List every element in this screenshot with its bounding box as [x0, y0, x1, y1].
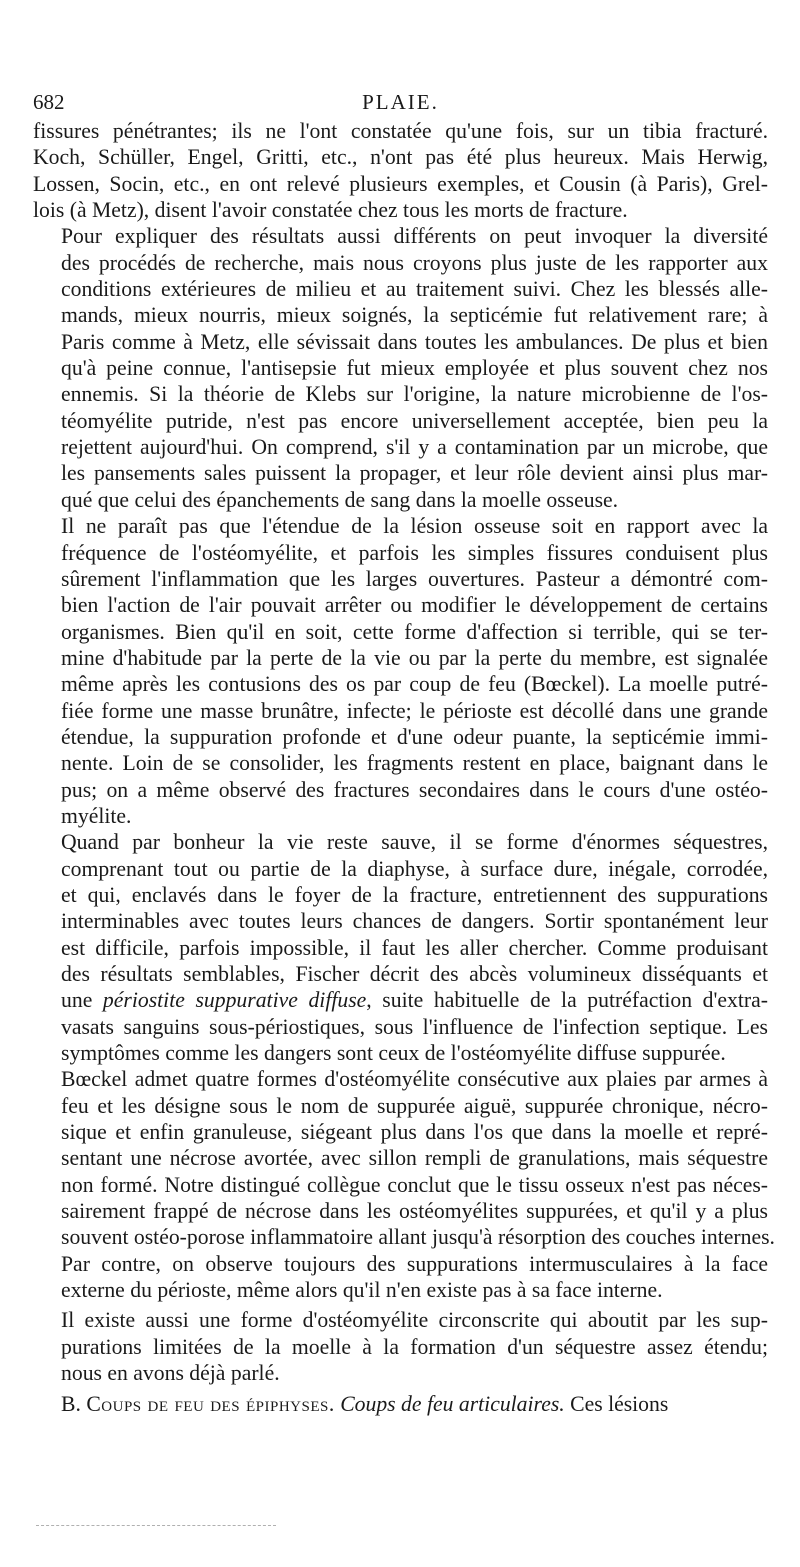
section-b-rest: Ces lésions: [570, 1391, 669, 1416]
text-line: Paris comme à Metz, elle sévissait dans toutes les ambulances. De plus et bien: [61, 329, 768, 354]
text-line: Il ne paraît pas que l'étendue de la lésion osseuse soit en rapport avec la: [61, 514, 768, 539]
text-line: même après les contusions des os par coup de feu (Bœckel). La moelle putré-: [61, 672, 768, 697]
text-line: Quand par bonheur la vie reste sauve, il se forme d'énormes séquestres,: [61, 830, 768, 855]
text-line: Koch, Schüller, Engel, Gritti, etc., n'ont pas été plus heureux. Mais Herwig,: [33, 145, 768, 170]
paragraph-6: [33, 1307, 768, 1386]
text-line: et qui, enclavés dans le foyer de la fracture, entretiennent des suppurations: [61, 882, 768, 907]
text-line: interminables avec toutes leurs chances de dangers. Sortir spontanément leur: [61, 909, 768, 934]
paragraph-5: [33, 1066, 775, 1303]
text-line: sairement frappé de nécrose dans les ostéomyélites suppurées, et qu'il y a plus: [61, 1199, 768, 1224]
text-line: sique et enfin granuleuse, siégeant plus dans l'os que dans la moelle et repré-: [61, 1120, 768, 1145]
paragraph-3: [33, 513, 768, 829]
section-b-line: [33, 1391, 768, 1417]
section-b-letter: B.: [61, 1391, 81, 1416]
text-line: une périostite suppurative diffuse, suite habituelle de la putréfaction d'extra-: [61, 988, 768, 1013]
text-line: non formé. Notre distingué collègue conclut que le tissu osseux n'est pas néces-: [61, 1172, 768, 1197]
section-b-heading: [33, 1391, 768, 1417]
text-line: souvent ostéo-porose inflammatoire allant jusqu'à résorption des couches internes.: [61, 1225, 775, 1250]
text-line: Il existe aussi une forme d'ostéomyélite circonscrite qui aboutit par les sup-: [61, 1308, 768, 1333]
text-line: organismes. Bien qu'il en soit, cette forme d'affection si terrible, qui se ter-: [61, 619, 768, 644]
section-b-italic: Coups de feu articulaires.: [340, 1391, 565, 1416]
text-line: symptômes comme les dangers sont ceux de l'ostéomyélite diffuse suppurée.: [61, 1041, 726, 1066]
text-line: des procédés de recherche, mais nous croyons plus juste de les rapporter aux: [61, 250, 768, 275]
text-line: bien l'action de l'air pouvait arrêter ou modifier le développement de certains: [61, 593, 768, 618]
text-line: rejettent aujourd'hui. On comprend, s'il y a contamination par un microbe, que: [61, 435, 768, 460]
text-line: nente. Loin de se consolider, les fragments restent en place, baignant dans le: [61, 751, 768, 776]
text-line: conditions extérieures de milieu et au traitement suivi. Chez les blessés alle-: [61, 277, 768, 302]
text-line: les pansements sales puissent la propager, et leur rôle devient ainsi plus mar-: [61, 461, 768, 486]
text-line: qu'à peine connue, l'antisepsie fut mieux employée et plus souvent chez nos: [61, 356, 768, 381]
body-text: [33, 118, 775, 1417]
paragraph-2: [33, 223, 768, 513]
text-line: externe du périoste, même alors qu'il n'en existe pas à sa face interne.: [61, 1278, 663, 1303]
text-line: fréquence de l'ostéomyélite, et parfois les simples fissures conduisent plus: [61, 540, 768, 565]
text-line: comprenant tout ou partie de la diaphyse, à surface dure, inégale, corrodée,: [61, 856, 768, 881]
text-line: qué que celui des épanchements de sang dans la moelle osseuse.: [61, 487, 619, 512]
section-b-smallcaps: Coups de feu des épiphyses.: [86, 1391, 335, 1416]
page-number: 682: [33, 90, 65, 114]
text-line: Par contre, on observe toujours des suppurations intermusculaires à la face: [61, 1251, 768, 1276]
paragraph-1: [33, 118, 768, 223]
paragraph-4: [33, 829, 768, 1066]
document-page: [33, 82, 775, 1417]
text-line: purations limitées de la moelle à la formation d'un séquestre assez étendu;: [61, 1334, 768, 1359]
text-line: lois (à Metz), disent l'avoir constatée chez tous les morts de fracture.: [33, 198, 628, 223]
text-line: étendue, la suppuration profonde et d'une odeur puante, la septicémie immi-: [61, 724, 768, 749]
text-line: vasats sanguins sous-périostiques, sous l'influence de l'infection septique. Les: [61, 1014, 768, 1039]
text-line: est difficile, parfois impossible, il faut les aller chercher. Comme produisant: [61, 935, 768, 960]
text-line: fiée forme une masse brunâtre, infecte; le périoste est décollé dans une grande: [61, 698, 768, 723]
footer-rule: [36, 1525, 276, 1528]
text-line: Pour expliquer des résultats aussi différents on peut invoquer la diversité: [61, 224, 768, 249]
text-line: feu et les désigne sous le nom de suppurée aiguë, suppurée chronique, nécro-: [61, 1093, 768, 1118]
text-line: sentant une nécrose avortée, avec sillon rempli de granulations, mais séquestre: [61, 1146, 768, 1171]
text-line: Bœckel admet quatre formes d'ostéomyélite consécutive aux plaies par armes à: [61, 1067, 768, 1092]
text-line: ennemis. Si la théorie de Klebs sur l'origine, la nature microbienne de l'os-: [61, 382, 768, 407]
page-header: [33, 82, 768, 118]
text-line: Lossen, Socin, etc., en ont relevé plusieurs exemples, et Cousin (à Paris), Grel-: [33, 171, 768, 196]
running-title: PLAIE.: [362, 90, 439, 114]
text-line: téomyélite putride, n'est pas encore universellement acceptée, bien peu la: [61, 408, 768, 433]
text-line: myélite.: [61, 803, 132, 828]
text-line: mine d'habitude par la perte de la vie ou par la perte du membre, est signalée: [61, 645, 768, 670]
text-line: nous en avons déjà parlé.: [61, 1361, 280, 1386]
text-line: fissures pénétrantes; ils ne l'ont constatée qu'une fois, sur un tibia fracturé.: [33, 119, 768, 143]
text-line: mands, mieux nourris, mieux soignés, la septicémie fut relativement rare; à: [61, 303, 768, 328]
text-line: sûrement l'inflammation que les larges ouvertures. Pasteur a démontré com-: [61, 566, 768, 591]
text-line: des résultats semblables, Fischer décrit des abcès volumineux disséquants et: [61, 962, 768, 986]
text-line: pus; on a même observé des fractures secondaires dans le cours d'une ostéo-: [61, 777, 768, 802]
